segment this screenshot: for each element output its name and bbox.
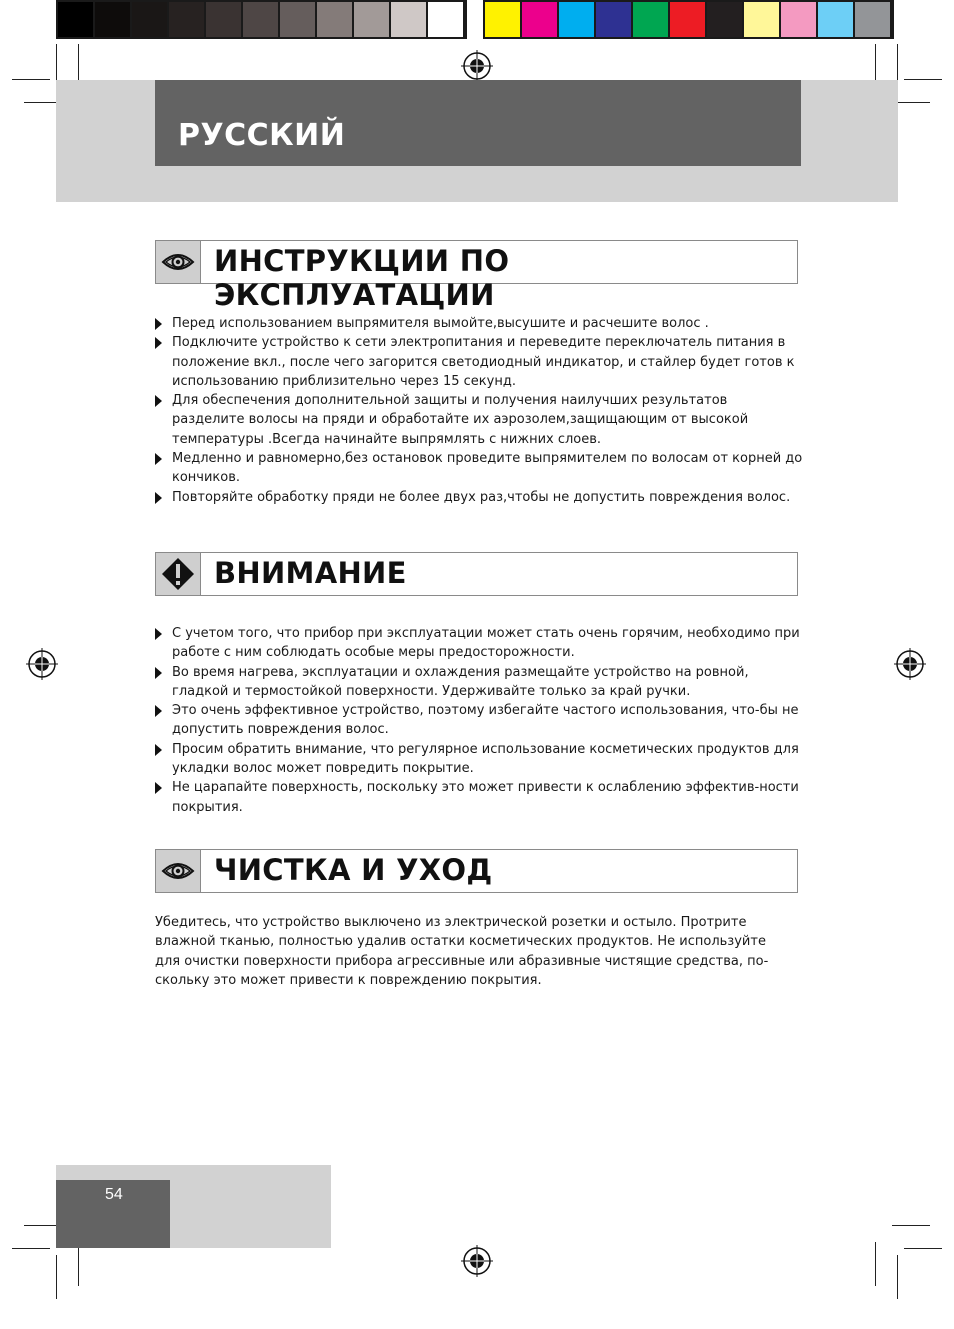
crop-mark	[12, 1248, 50, 1249]
color-swatch	[744, 2, 779, 37]
section-title: ВНИМАНИЕ	[214, 556, 407, 590]
section-title: ЧИСТКА И УХОД	[214, 853, 493, 887]
color-swatch	[206, 2, 241, 37]
bullet-arrow-icon	[155, 744, 162, 756]
crop-mark	[904, 79, 942, 80]
color-swatch	[485, 2, 520, 37]
color-swatch	[428, 2, 463, 37]
color-swatch	[818, 2, 853, 37]
color-swatch	[596, 2, 631, 37]
color-swatch	[95, 2, 130, 37]
color-calibration-bar-right	[483, 0, 894, 39]
list-item: Повторяйте обработку пряди не более двух раз,чтобы не допустить повреждения волос.	[155, 488, 803, 507]
crop-mark	[892, 1225, 930, 1226]
color-swatch	[522, 2, 557, 37]
bullet-arrow-icon	[155, 395, 162, 407]
eye-icon	[161, 249, 195, 275]
color-swatch	[243, 2, 278, 37]
list-item: Это очень эффективное устройство, поэтому избегайте частого использования, что-бы не допустить повреждения волос.	[155, 701, 803, 740]
color-swatch	[855, 2, 890, 37]
bullet-arrow-icon	[155, 453, 162, 465]
crop-mark	[56, 1255, 57, 1299]
color-swatch	[781, 2, 816, 37]
bullet-arrow-icon	[155, 667, 162, 679]
bullet-arrow-icon	[155, 782, 162, 794]
section-title: ИНСТРУКЦИИ ПО ЭКСПЛУАТАЦИИ	[214, 244, 510, 312]
bullet-arrow-icon	[155, 318, 162, 330]
registration-mark-icon	[26, 648, 58, 680]
registration-mark-icon	[461, 50, 493, 82]
warning-list	[155, 624, 803, 817]
eye-icon	[161, 858, 195, 884]
color-swatch	[169, 2, 204, 37]
color-swatch	[132, 2, 167, 37]
bullet-arrow-icon	[155, 628, 162, 640]
color-swatch	[670, 2, 705, 37]
color-swatch	[633, 2, 668, 37]
section-heading-warning	[155, 552, 798, 596]
list-item: Подключите устройство к сети электропитания и переведите переключатель питания в положение вкл., после чего загорится светодиодный индикатор, и стайлер будет готов к использованию приблизительно через 15 секунд.	[155, 333, 803, 391]
list-item: Для обеспечения дополнительной защиты и получения наилучших результатов разделите волосы на пряди и обработайте их аэрозолем,защищающим от высокой температуры .Всегда начинайте выпрямлять с нижних слоев.	[155, 391, 803, 449]
warning-icon	[161, 557, 195, 591]
list-item: Не царапайте поверхность, поскольку это может привести к ослаблению эффектив-ности покрытия.	[155, 778, 803, 817]
cleaning-paragraph: Убедитесь, что устройство выключено из электрической розетки и остыло. Протрите влажной тканью, полностью удалив остатки косметических продуктов. Не используйте для очистки поверхности прибора агрессивные или абразивные чистящие средства, по-скольку это может привести к повреждению покрытия.	[155, 915, 769, 988]
list-item: Во время нагрева, эксплуатации и охлаждения размещайте устройство на ровной, гладкой и термостойкой поверхности. Удерживайте только за край ручки.	[155, 663, 803, 702]
color-swatch	[58, 2, 93, 37]
color-swatch	[559, 2, 594, 37]
color-swatch	[317, 2, 352, 37]
list-item: Перед использованием выпрямителя вымойте,высушите и расчешите волос .	[155, 314, 803, 333]
crop-mark	[12, 79, 50, 80]
list-item: С учетом того, что прибор при эксплуатации может стать очень горячим, необходимо при работе с ним соблюдать особые меры предосторожности.	[155, 624, 803, 663]
color-swatch	[280, 2, 315, 37]
bullet-arrow-icon	[155, 337, 162, 349]
registration-mark-icon	[894, 648, 926, 680]
bullet-arrow-icon	[155, 705, 162, 717]
crop-mark	[875, 1242, 876, 1286]
crop-mark	[904, 1248, 942, 1249]
list-item: Просим обратить внимание, что регулярное использование косметических продуктов для укладки волос может повредить покрытие.	[155, 740, 803, 779]
language-title: РУССКИЙ	[178, 118, 346, 153]
page-number: 54	[105, 1186, 123, 1203]
crop-mark	[897, 1255, 898, 1299]
instructions-list	[155, 314, 803, 507]
crop-mark	[78, 1242, 79, 1286]
section-heading-cleaning	[155, 849, 798, 893]
color-swatch	[391, 2, 426, 37]
color-calibration-bar-left	[56, 0, 467, 39]
list-item: Медленно и равномерно,без остановок проведите выпрямителем по волосам от корней до кончиков.	[155, 449, 803, 488]
section-heading-instructions	[155, 240, 798, 312]
registration-mark-icon	[461, 1245, 493, 1277]
color-swatch	[354, 2, 389, 37]
color-swatch	[707, 2, 742, 37]
bullet-arrow-icon	[155, 492, 162, 504]
